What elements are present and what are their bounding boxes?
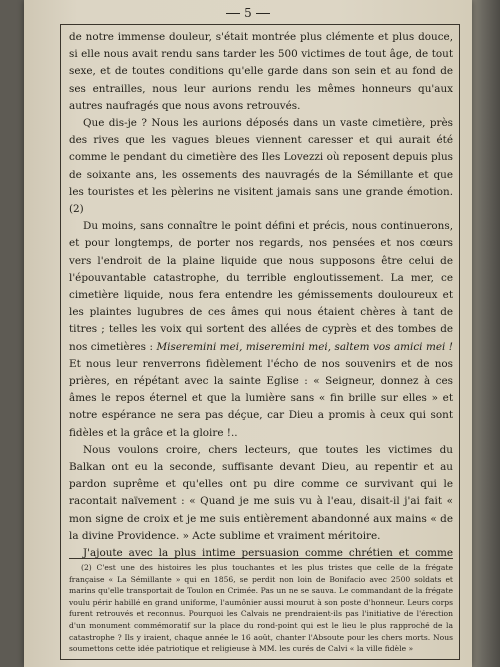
- text-frame: [60, 24, 460, 660]
- paragraph-3-after: Et nous leur renverrons fidèlement l'écho de nos souvenirs et de nos prières, en répétant avec la sainte Eglise : « Seigneur, donnez à ces âmes le repos éternel et que la lumière sans « fin brille sur elles » et notre espérance ne sera pas déçue, car Dieu a promis à ceux qui sont fidèles et la grâce et la gloire !..: [69, 357, 453, 439]
- paragraph-3-text: Du moins, sans connaître le point défini et précis, nous continuerons, et pour longtemps, de porter nos regards, nos pensées et nos cœurs vers l'endroit de la plaine liquide que nous supposons être celui de l'épouvantable catastrophe, du terrible engloutissement. La mer, ce cimetière liquide, nous fera entendre les gémissements douloureux et les plaintes lugubres de ces âmes qui nous étaient chères à tant de titres ; telles les voix qui sortent des allées de cyprès et des tombes de nos cimetières :: [69, 220, 453, 353]
- background-shadow: [470, 0, 500, 667]
- footnote-separator: [69, 558, 453, 559]
- paragraph-4: Nous voulons croire, chers lecteurs, que toutes les victimes du Balkan ont eu la seconde, suffisante devant Dieu, au repentir et au pardon suprême et qu'elles ont pu dire comme ce survivant qui le racontait naïvement : « Quand je me suis vu à l'eau, disait-il j'ai fait « mon signe de croix et je me suis entièrement abandonné aux mains « de la divine Providence. » Acte sublime et vraiment méritoire.: [69, 443, 453, 542]
- paragraph-3: [69, 218, 453, 442]
- page-number: [24, 6, 472, 20]
- body-text: [69, 29, 453, 558]
- paragraph-2: Que dis-je ? Nous les aurions déposés dans un vaste cimetière, près des rives que les vagues bleues viennent caresser et qui aurait été comme le pendant du cimetière des Iles Lovezzi où reposent depuis plus de soixante ans, les ossements des nauvragés de la Sémillante et que les touristes et les pèlerins ne visitent jamais sans une grande émotion. (2): [69, 117, 453, 216]
- paragraph-1: de notre immense douleur, s'était montrée plus clémente et plus douce, si elle nous avait rendu sans tarder les 500 victimes de tout âge, de tout sexe, et de toutes conditions qu'elle garde dans son sein et au fond de ses entrailles, nous leur aurions rendu les mêmes honneurs qu'aux autres naufragés que nous avons retrouvés.: [69, 31, 453, 112]
- document-page: [24, 0, 472, 667]
- footnote: [69, 562, 453, 655]
- footnote-text: (2) C'est une des histoires les plus touchantes et les plus tristes que celle de la frégate française « La Sémillante » qui en 1856, se perdit non loin de Bonifacio avec 2500 soldats et marins qu'elle transportait de Toulon en Crimée. Pas un ne se sauva. Le commandant de la frégate voulu périr habillé en grand uniforme, l'aumônier aussi mourut à son poste d'honneur. Leurs corps furent retrouvés et reconnus. Pourquoi les Calvais ne prendraient-ils pas l'initiative de l'érection d'un monument commémoratif sur la place du rond-point qui est le lieu le plus rapproché de la catastrophe ? Ils y iraient, chaque année le 16 août, chanter l'Absoute pour les chers morts. Nous soumettons cette idée patriotique et religieuse à MM. les curés de Calvi « la ville fidèle »: [69, 563, 453, 654]
- paragraph-3-latin: Miseremini mei, miseremini mei, saltem vos amici mei !: [156, 340, 453, 353]
- paragraph-5: J'ajoute avec la plus intime persuasion comme chrétien et comme: [83, 547, 453, 558]
- page-number-value: 5: [244, 6, 252, 20]
